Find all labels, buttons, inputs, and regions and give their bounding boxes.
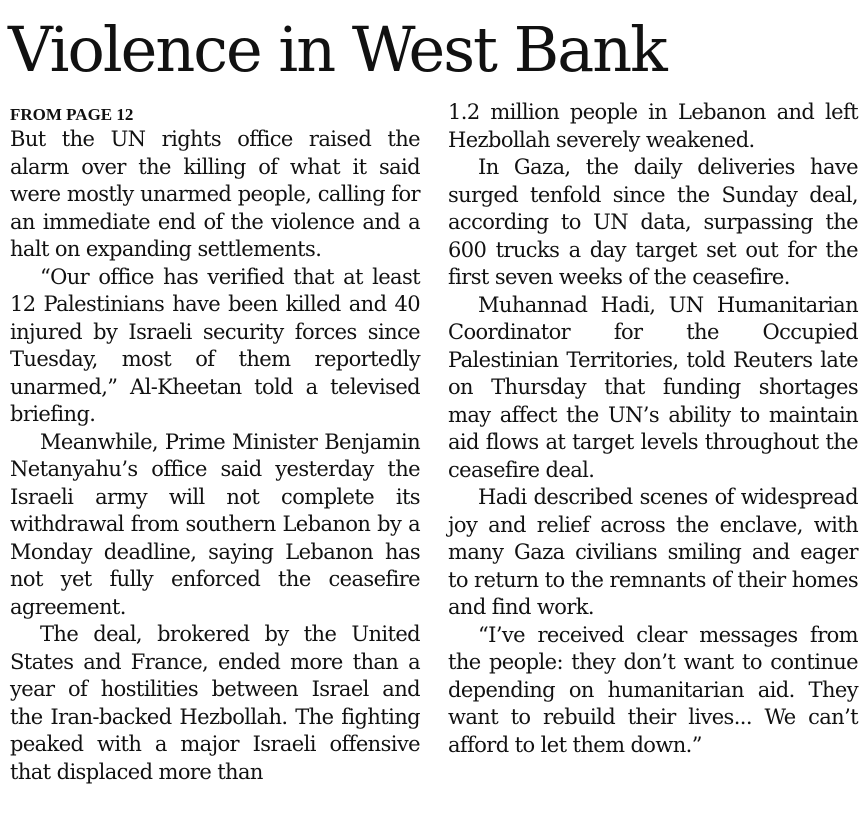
- column-right: [448, 99, 858, 759]
- paragraph: “I’ve received clear messages from the people: they don’t want to continue depending on humanitarian aid. They want to rebuild their lives... We can’t afford to let them down.”: [448, 622, 858, 757]
- paragraph: “Our office has verified that at least 12 Palestinians have been killed and 40 injured by Israeli security forces since Tuesday, most of them reportedly unarmed,” Al-Kheetan told a televised briefing.: [10, 264, 420, 426]
- paragraph: The deal, brokered by the United States and France, ended more than a year of hostilities between Israel and the Iran-backed Hezbollah. The fighting peaked with a major Israeli offensive that displaced more than: [10, 622, 420, 784]
- paragraph: Hadi described scenes of widespread joy and relief across the enclave, with many Gaza civilians smiling and eager to return to the remnants of their homes and find work.: [448, 485, 858, 619]
- paragraph: In Gaza, the daily deliveries have surged tenfold since the Sunday deal, according to UN data, surpassing the 600 trucks a day target set out for the first seven weeks of the ceasefire.: [448, 155, 858, 289]
- paragraph: 1.2 million people in Lebanon and left Hezbollah severely weakened.: [448, 100, 858, 152]
- paragraph: But the UN rights office raised the alarm over the killing of what it said were mostly unarmed people, calling for an immediate end of the violence and a halt on expanding settlements.: [10, 127, 420, 261]
- column-left: [10, 104, 420, 786]
- paragraph: Muhannad Hadi, UN Humanitarian Coordinator for the Occupied Palestinian Territories, told Reuters late on Thursday that funding shortages may affect the UN’s ability to maintain aid flows at target levels throughout the ceasefire deal.: [448, 292, 858, 482]
- headline: Violence in West Bank: [8, 13, 666, 86]
- paragraph: Meanwhile, Prime Minister Benjamin Netanyahu’s office said yesterday the Israeli army will not complete its withdrawal from southern Lebanon by a Monday deadline, saying Lebanon has not yet fully enforced the ceasefire agreement.: [10, 429, 420, 619]
- continuation-kicker: FROM PAGE 12: [10, 105, 134, 124]
